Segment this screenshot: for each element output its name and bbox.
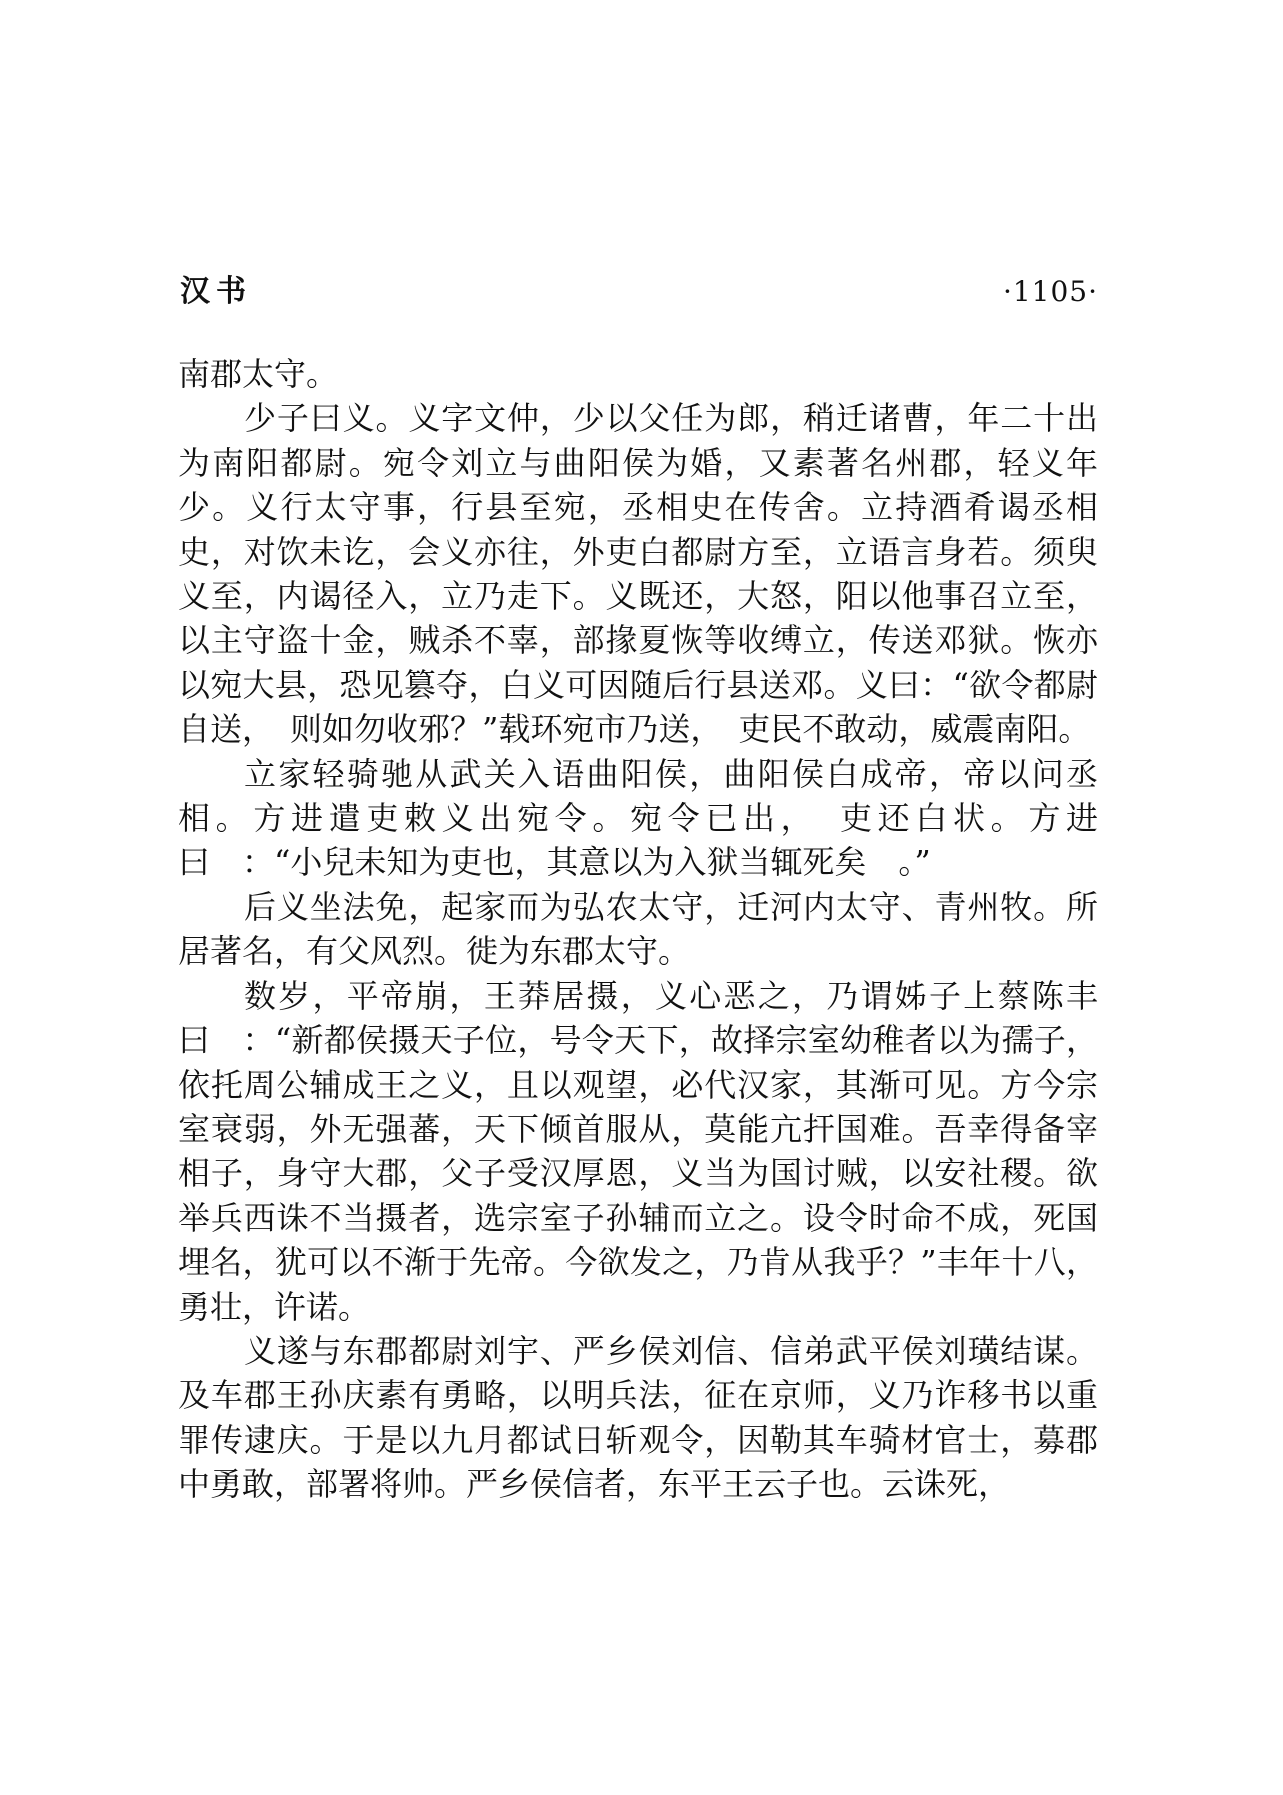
running-header (180, 272, 1098, 316)
paragraph: 后义坐法免，起家而为弘农太守，迁河内太守、青州牧。所居著名，有父风烈。徙为东郡太守。 (178, 887, 1098, 971)
paragraph: 立家轻骑驰从武关入语曲阳侯，曲阳侯白成帝，帝以问丞相。方进遣吏敕义出宛令。宛令已出， 吏还白状。方进曰 ：“小兒未知为吏也，其意以为入狱当辄死矣 。” (178, 754, 1098, 882)
paragraph: 南郡太守。 (178, 355, 339, 393)
paragraph: 义遂与东郡都尉刘宇、严乡侯刘信、信弟武平侯刘璜结谋。及车郡王孙庆素有勇略，以明兵法，征在京师，义乃诈移书以重罪传逮庆。于是以九月都试日斩观令，因勒其车骑材官士，募郡中勇敢，部署将帅。严乡侯信者，东平王云子也。云诛死， (178, 1331, 1098, 1504)
paragraph: 少子曰义。义字文仲，少以父任为郎，稍迁诸曹，年二十出为南阳都尉。宛令刘立与曲阳侯为婚，又素著名州郡，轻义年少。义行太守事，行县至宛，丞相史在传舍。立持酒肴谒丞相史，对饮未讫，会义亦往，外吏白都尉方至，立语言身若。须臾义至，内谒径入，立乃走下。义既还，大怒，阳以他事召立至，以主守盗十金，贼杀不辜，部掾夏恢等收缚立，传送邓狱。恢亦以宛大县，恐见篡夺，白义可因随后行县送邓。义曰：“欲令都尉自送， 则如勿收邪？”载环宛市乃送， 吏民不敢动，威震南阳。 (178, 399, 1098, 749)
paragraph: 数岁，平帝崩，王莽居摄，义心恶之，乃谓姊子上蔡陈丰曰 ：“新都侯摄天子位，号令天下，故择宗室幼稚者以为孺子，依托周公辅成王之义，且以观望，必代汉家，其渐可见。方今宗室衰弱，外无强蕃，天下倾首服从，莫能亢扞国难。吾幸得备宰相子，身守大郡，父子受汉厚恩，义当为国讨贼，以安社稷。欲举兵西诛不当摄者，选宗室子孙辅而立之。设令时命不成，死国埋名，犹可以不渐于先帝。今欲发之，乃肯从我乎？”丰年十八，勇壮，许诺。 (178, 976, 1098, 1326)
book-title: 汉书 (180, 274, 252, 309)
body-text (178, 352, 1098, 1507)
page-number: ·1105· (1002, 275, 1098, 308)
